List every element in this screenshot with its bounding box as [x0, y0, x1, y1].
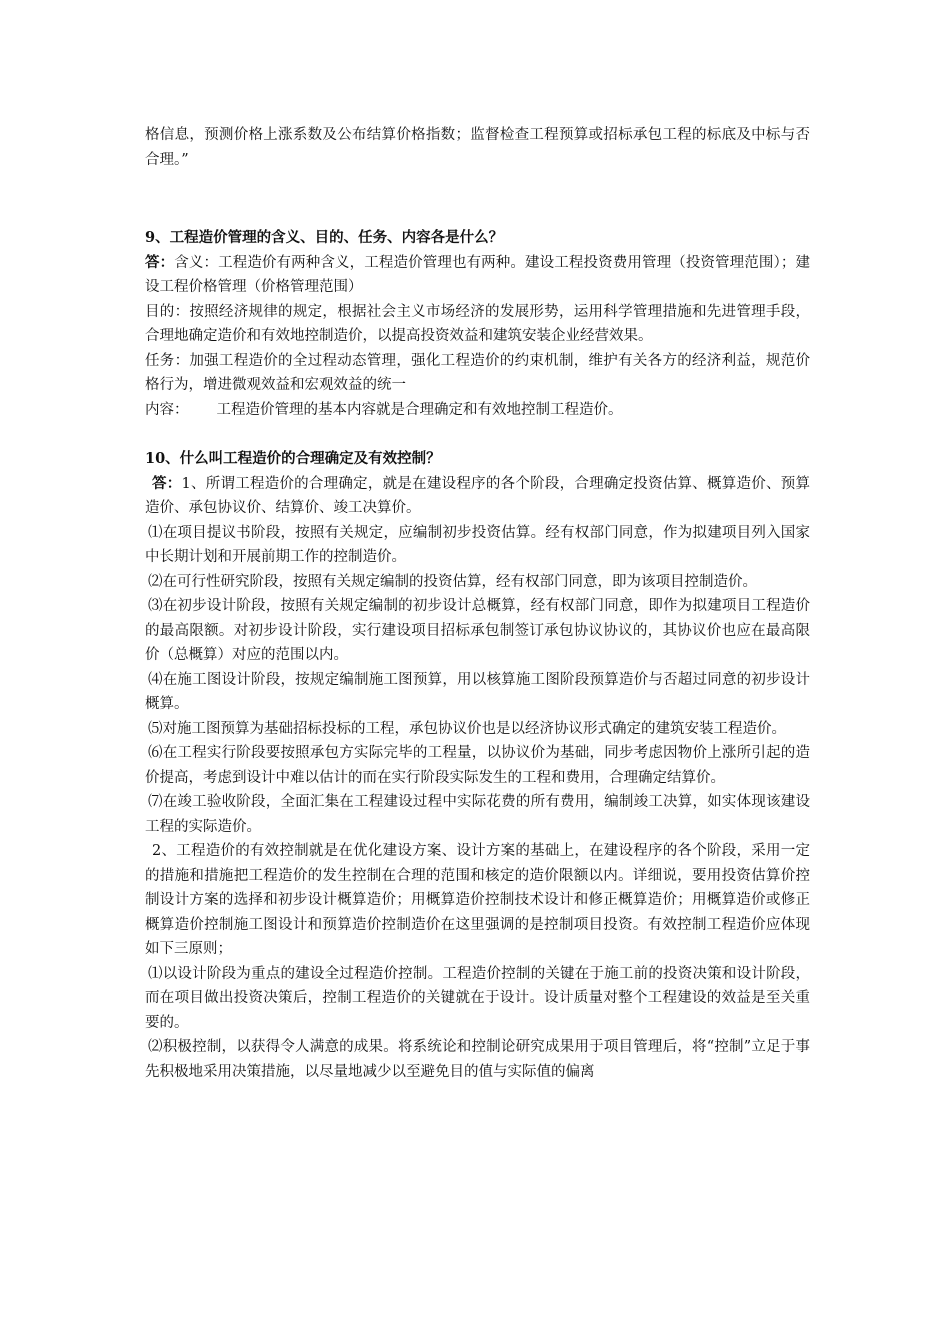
spacer [145, 172, 810, 226]
document-page [145, 123, 810, 1084]
q10-principle-1: ⑴以设计阶段为重点的建设全过程造价控制。工程造价控制的关键在于施工前的投资决策和设计阶段，而在项目做出投资决策后，控制工程造价的关键就在于设计。设计质量对整个工程建设的效益是至关重要的。 [145, 965, 810, 1031]
q9-content-paragraph: 内容： 工程造价管理的基本内容就是合理确定和有效地控制工程造价。 [145, 401, 623, 418]
q10-item-4: ⑷在施工图设计阶段，按规定编制施工图预算，用以核算施工图阶段预算造价与否超过同意的初步设计概算。 [145, 671, 810, 712]
q9-task-paragraph: 任务：加强工程造价的全过程动态管理，强化工程造价的约束机制，维护有关各方的经济利益，规范价格行为，增进微观效益和宏观效益的统一 [145, 352, 810, 393]
q10-item-2: ⑵在可行性研究阶段，按照有关规定编制的投资估算，经有权部门同意，即为该项目控制造价。 [148, 573, 757, 590]
answer-label: 答： [145, 253, 175, 271]
answer-label: 答： [152, 474, 182, 492]
q10-paragraph-1: 答：1、所谓工程造价的合理确定，就是在建设程序的各个阶段，合理确定投资估算、概算造价、预算造价、承包协议价、结算价、竣工决算价。 [145, 474, 810, 516]
content-label: 内容： [145, 401, 189, 418]
q10-item-1: ⑴在项目提议书阶段，按照有关规定，应编制初步投资估算。经有权部门同意，作为拟建项目列入国家中长期计划和开展前期工作的控制造价。 [145, 524, 810, 565]
spacer [145, 422, 810, 447]
q10-item-7: ⑺在竣工验收阶段，全面汇集在工程建设过程中实际花费的所有费用，编制竣工决算，如实体现该建设工程的实际造价。 [145, 794, 810, 835]
q10-item-5: ⑸对施工图预算为基础招标投标的工程，承包协议价也是以经济协议形式确定的建筑安装工程造价。 [148, 720, 786, 737]
q9-purpose-paragraph: 目的：按照经济规律的规定，根据社会主义市场经济的发展形势，运用科学管理措施和先进管理手段，合理地确定造价和有效地控制造价，以提高投资效益和建筑安装企业经营效果。 [145, 303, 810, 344]
q10-paragraph-2: 2、工程造价的有效控制就是在优化建设方案、设计方案的基础上，在建设程序的各个阶段，采用一定的措施和措施把工程造价的发生控制在合理的范围和核定的造价限额以内。详细说，要用投资估算价控制设计方案的选择和初步设计概算造价；用概算造价控制技术设计和修正概算造价；用概算造价或修正概算造价控制施工图设计和预算造价控制造价在这里强调的是控制项目投资。有效控制工程造价应体现如下三原则； [145, 843, 810, 957]
q9-meaning-paragraph: 答：含义：工程造价有两种含义，工程造价管理也有两种。建设工程投资费用管理（投资管理范围）；建设工程价格管理（价格管理范围） [145, 253, 810, 295]
question-10-title: 10、什么叫工程造价的合理确定及有效控制？ [145, 450, 441, 467]
q10-item-6: ⑹在工程实行阶段要按照承包方实际完毕的工程量，以协议价为基础，同步考虑因物价上涨所引起的造价提高，考虑到设计中难以估计的而在实行阶段实际发生的工程和费用，合理确定结算价。 [145, 745, 810, 786]
q10-principle-2: ⑵积极控制，以获得令人满意的成果。将系统论和控制论研究成果用于项目管理后，将“控制”立足于事先积极地采用决策措施，以尽量地减少以至避免目的值与实际值的偏离 [145, 1039, 810, 1080]
q10-item-3: ⑶在初步设计阶段，按照有关规定编制的初步设计总概算，经有权部门同意，即作为拟建项目工程造价的最高限额。对初步设计阶段，实行建设项目招标承包制签订承包协议协议的，其协议价也应在最高限价（总概算）对应的范围以内。 [145, 598, 810, 663]
continuation-paragraph: 格信息，预测价格上涨系数及公布结算价格指数；监督检查工程预算或招标承包工程的标底及中标与否合理。” [145, 127, 810, 168]
question-9-title: 9、工程造价管理的含义、目的、任务、内容各是什么？ [145, 229, 504, 246]
